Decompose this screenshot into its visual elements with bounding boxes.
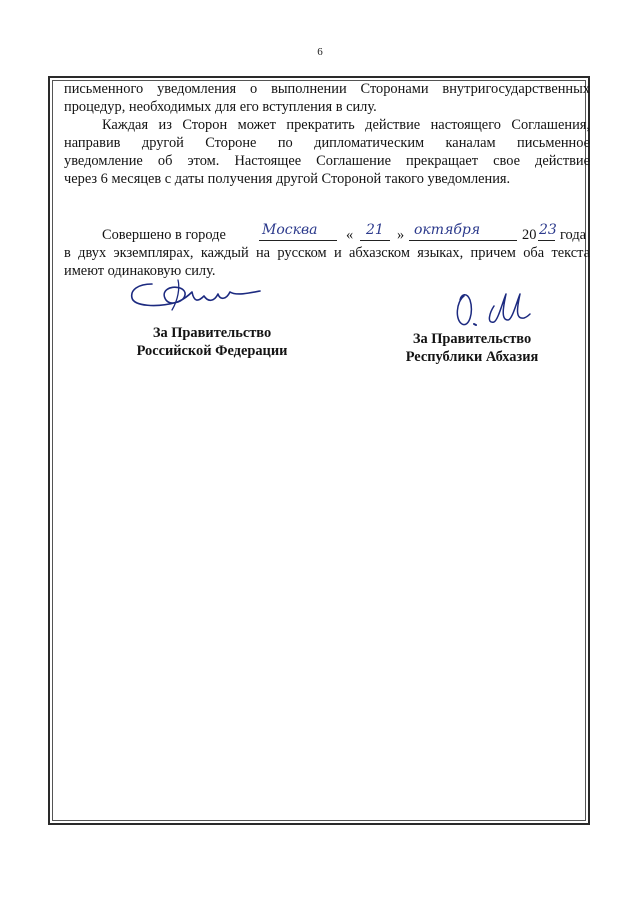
city-underline [259, 240, 337, 241]
text-line: уведомление об этом. Настоящее Соглашение прекращает свое действие [64, 153, 590, 169]
signature-right-caption [372, 330, 572, 366]
close-quote: » [397, 227, 405, 243]
signature-left-caption [112, 324, 312, 360]
execution-date-line [64, 222, 590, 246]
signature-right-line2: Республики Абхазия [405, 349, 539, 365]
page-border-inner [52, 80, 586, 821]
page-number: 6 [317, 46, 323, 58]
day-handwritten: 21 [366, 222, 384, 238]
execution-prefix: Совершено в городе [102, 227, 226, 243]
text-line: Каждая из Сторон может прекратить действие настоящего Соглашения, [102, 117, 590, 133]
text-line: в двух экземплярах, каждый на русском и абхазском языках, причем оба текста [64, 245, 590, 261]
paragraph-termination [64, 116, 590, 188]
year-word: года [560, 227, 587, 243]
open-quote: « [346, 227, 354, 243]
month-underline [409, 240, 517, 241]
signature-left-line1: За Правительство [152, 325, 272, 341]
paragraph-continuation [64, 80, 590, 116]
execution-continuation [64, 244, 590, 280]
day-underline [360, 240, 390, 241]
text-line: через 6 месяцев с даты получения другой Стороной такого уведомления. [64, 171, 511, 187]
signature-right-line1: За Правительство [412, 331, 532, 347]
year-underline [538, 240, 555, 241]
signature-left-line2: Российской Федерации [136, 343, 288, 359]
text-line: имеют одинаковую силу. [64, 263, 216, 279]
text-line: процедур, необходимых для его вступления в силу. [64, 99, 377, 115]
year-handwritten: 23 [539, 222, 557, 238]
text-line: направив другой Стороне по дипломатическим каналам письменное [64, 135, 590, 151]
signature-left-image [126, 276, 264, 320]
year-prefix: 20 [522, 227, 537, 243]
month-handwritten: октября [414, 222, 481, 238]
signature-right-image [452, 290, 532, 332]
city-handwritten: Москва [262, 222, 318, 238]
text-line: письменного уведомления о выполнении Сторонами внутригосударственных [64, 81, 590, 97]
